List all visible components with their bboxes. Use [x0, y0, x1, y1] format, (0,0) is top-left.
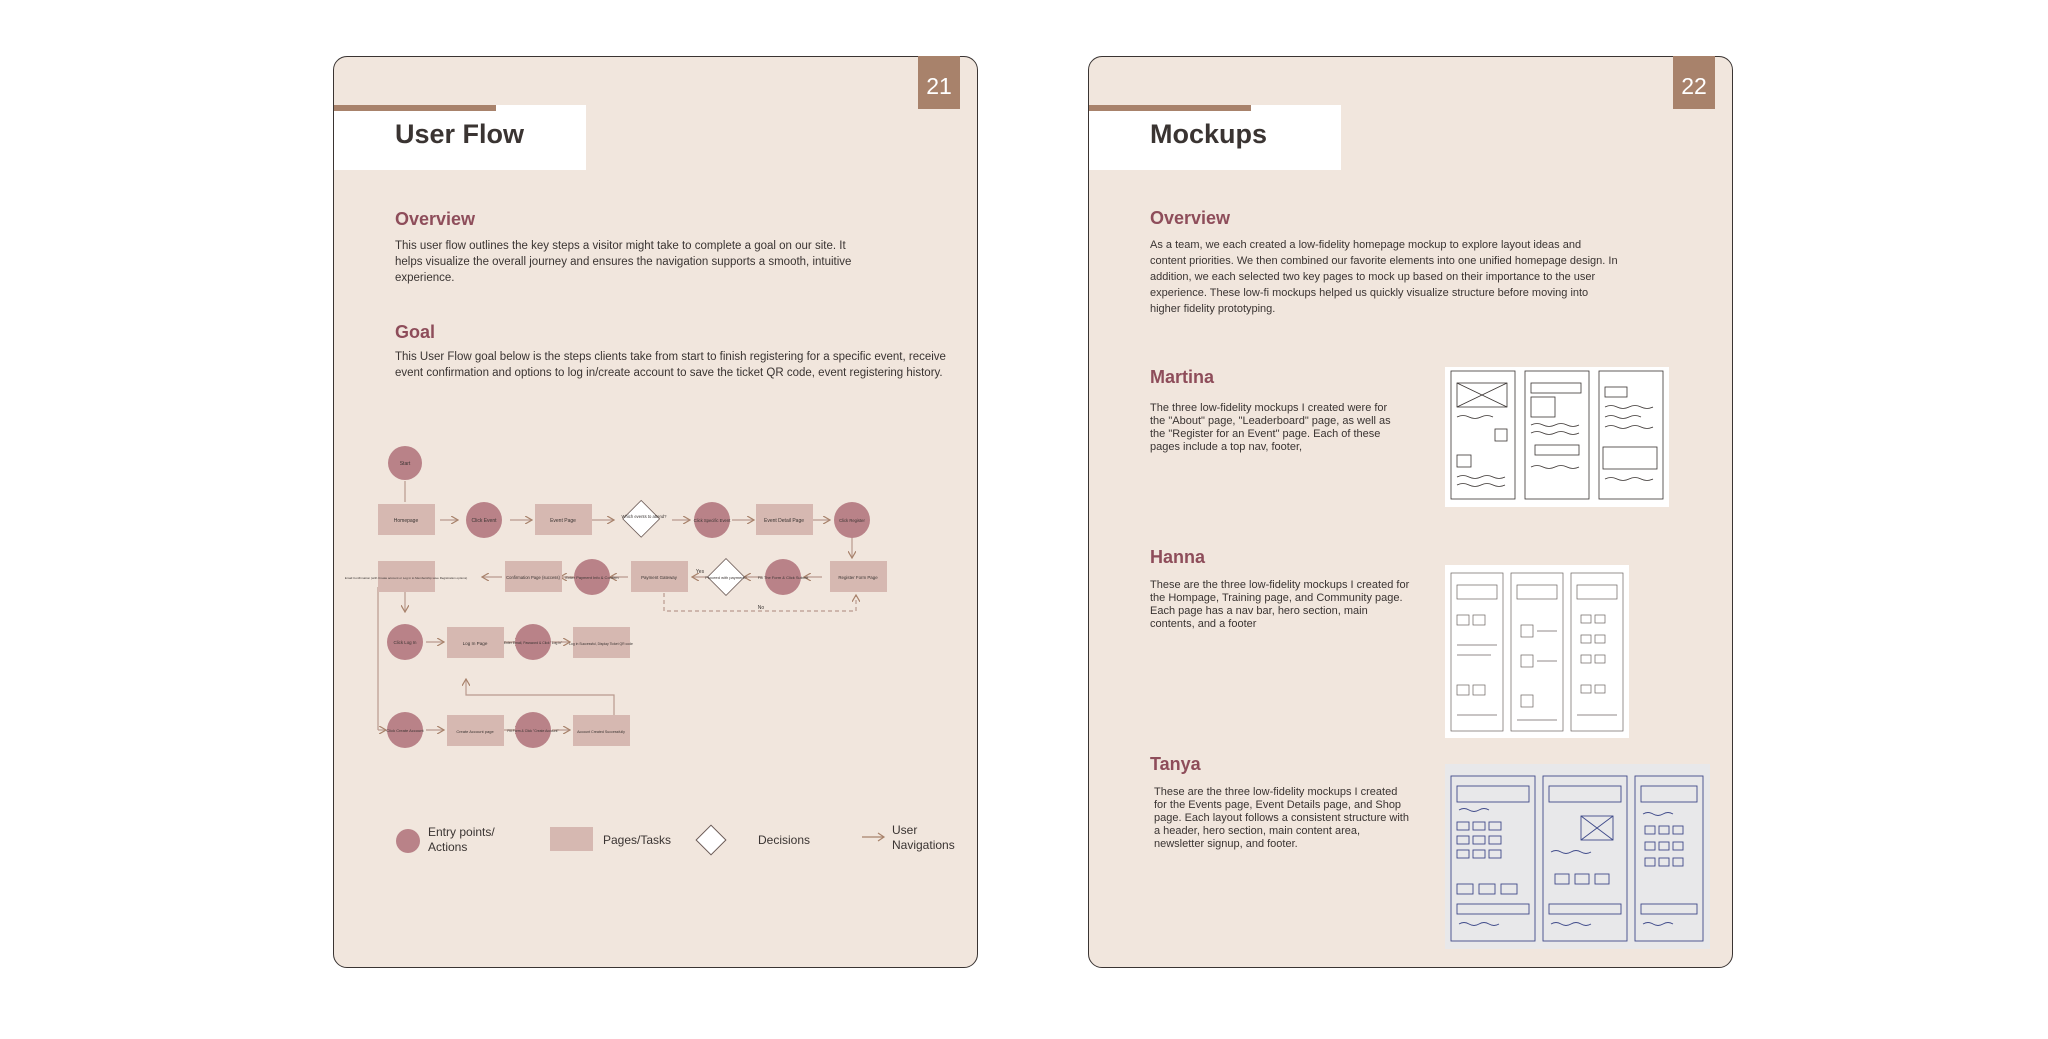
hanna-heading: Hanna [1150, 547, 1206, 567]
page-22 [1088, 56, 1733, 968]
label-no: No [757, 605, 765, 611]
legend-diamond-icon [695, 824, 726, 855]
user-flow-diagram [344, 447, 958, 787]
label-proceed-payment: Proceed with payment? [705, 575, 747, 580]
hanna-mockup-image [1445, 565, 1629, 738]
goal-heading: Goal [395, 322, 436, 342]
label-click-register: Click Register [839, 518, 865, 523]
label-confirmation-page: Confirmation Page (success) [506, 575, 560, 580]
hanna-sketch [1445, 565, 1629, 738]
label-fill-form-create: Fill Form & Click "Create Account" [507, 729, 559, 733]
overview-text: As a team, we each created a low-fidelity homepage mockup to explore layout ideas and content priorities. We then combined our favorite elements into one unified homepage design. In addition, we each selected two key pages to mock up based on their importance to the user experience. These low-fi mockups helped us quickly visualize structure before moving into higher fidelity prototyping. [1150, 239, 1618, 315]
label-click-login: Click Log In [393, 640, 417, 645]
label-account-created: Account Created Successfully [577, 730, 625, 734]
page-title: Mockups [1150, 119, 1268, 149]
label-register-form: Register Form Page [838, 575, 878, 580]
legend-navigations [892, 823, 955, 853]
legend-decisions: Decisions [758, 833, 811, 847]
label-event-detail: Event Detail Page [763, 518, 805, 524]
title-accent-bar [334, 105, 496, 111]
label-fill-form: Fill The Form & Click Submit [757, 575, 809, 580]
legend-pages: Pages/Tasks [603, 833, 672, 847]
label-enter-payment: Enter Payment Info & Confirm [565, 575, 619, 580]
martina-text: The three low-fidelity mockups I created were for the "About" page, "Leaderboard" page, as well as the "Register for an Event" page. Each of these pages include a top nav, footer, [1150, 402, 1391, 453]
tanya-text: These are the three low-fidelity mockups I created for the Events page, Event Details page, and Shop page. Each layout follows a consistent structure with a header, hero section, main content area, newsletter signup, and footer. [1154, 786, 1409, 850]
martina-heading: Martina [1150, 367, 1215, 387]
page-21 [333, 56, 978, 968]
legend-nav-line1: User [892, 823, 918, 837]
goal-text: This User Flow goal below is the steps clients take from start to finish registering for a specific event, receive event confirmation and options to log in/create account to save the ticket QR code, event registering history. [395, 351, 946, 379]
page-title: User Flow [395, 119, 525, 149]
legend-entry-points [428, 825, 495, 855]
legend-entry-line2: Actions [428, 840, 468, 854]
label-homepage: Homepage [393, 518, 419, 524]
label-which-events: Which events to attend? [621, 514, 667, 519]
flow-arrow [466, 679, 614, 715]
label-email-confirmation: Email Confirmation (with Create account or Log in to Membership save Registration options) [344, 576, 468, 580]
label-click-event: Click Event [471, 518, 497, 524]
page-number: 22 [1673, 56, 1715, 109]
label-login-page: Log In Page [462, 641, 488, 646]
title-box [1089, 105, 1341, 170]
tanya-heading: Tanya [1150, 754, 1201, 774]
label-create-account-page: Create Account page [456, 729, 494, 734]
label-start: Start [399, 461, 411, 467]
overview-heading: Overview [1150, 208, 1231, 228]
legend-rect-icon [550, 827, 593, 851]
martina-sketch [1445, 367, 1669, 507]
label-click-specific: Click Specific Event [693, 518, 731, 523]
title-accent-bar [1089, 105, 1251, 111]
hanna-text: These are the three low-fidelity mockups I created for the Hompage, Training page, and Community page. Each page has a nav bar, hero section, main contents, and a footer [1150, 579, 1410, 630]
martina-mockup-image [1445, 367, 1669, 507]
legend-nav-line2: Navigations [892, 838, 955, 852]
label-enter-email: Enter Email, Password & Click "Log in" [503, 641, 563, 645]
overview-heading: Overview [395, 209, 476, 229]
flow-legend [396, 819, 976, 879]
page-number: 21 [918, 56, 960, 109]
label-payment-gateway: Payment Gateway [641, 575, 677, 580]
legend-circle-icon [396, 829, 420, 853]
label-event-page: Event Page [550, 518, 576, 524]
legend-arrow-icon [862, 832, 886, 842]
tanya-mockup-image [1445, 764, 1710, 949]
label-yes: Yes [695, 569, 705, 575]
label-click-create: Click Create Account [386, 728, 424, 733]
title-box [334, 105, 586, 170]
tanya-sketch [1445, 764, 1710, 949]
overview-text: This user flow outlines the key steps a visitor might take to complete a goal on our site. It helps visualize the overall journey and ensures the navigation supports a smooth, intuitive experience. [395, 240, 852, 284]
label-login-success: Log in Successful, Display Ticket QR code [569, 642, 633, 646]
legend-entry-line1: Entry points/ [428, 825, 495, 839]
